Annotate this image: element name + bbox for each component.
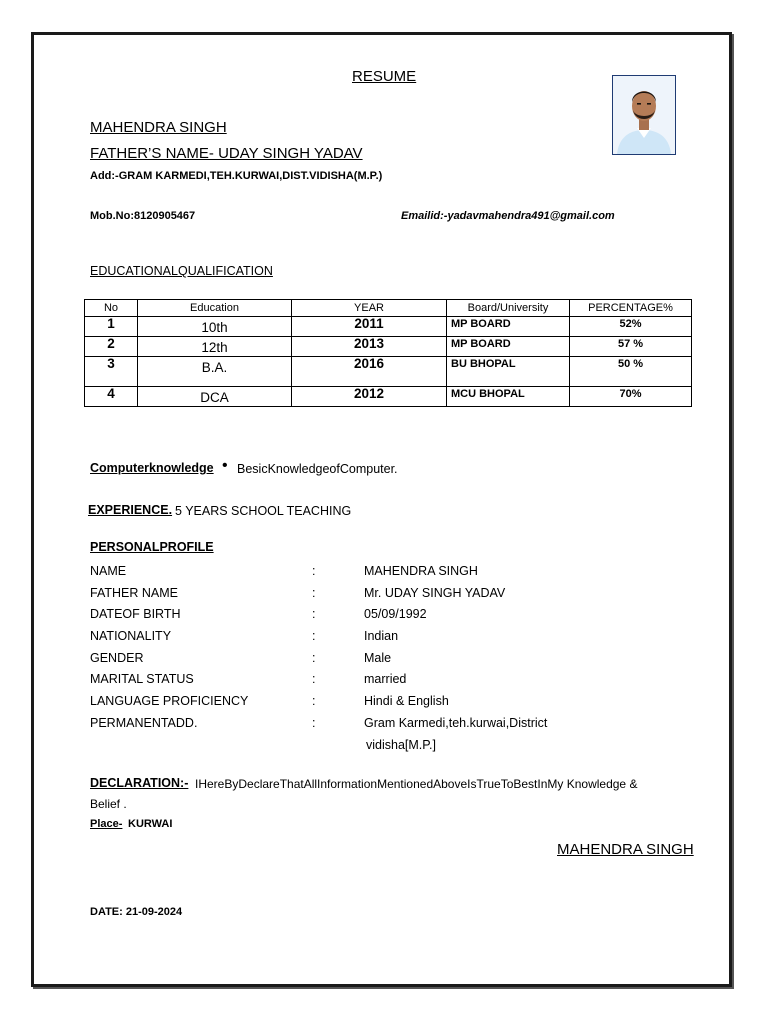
row-no: 4 (85, 387, 138, 407)
row-board: BU BHOPAL (447, 357, 570, 387)
email-address: Emailid:-yadavmahendra491@gmail.com (401, 210, 615, 222)
profile-label: MARITAL STATUS (90, 672, 194, 686)
profile-value: MAHENDRA SINGH (364, 564, 478, 578)
row-no: 2 (85, 337, 138, 357)
profile-separator: : (312, 651, 316, 665)
place-value: KURWAI (128, 818, 173, 830)
column-header-year: YEAR (292, 300, 447, 317)
row-percentage: 52% (570, 317, 692, 337)
profile-label: LANGUAGE PROFICIENCY (90, 694, 249, 708)
declaration-text: IHereByDeclareThatAllInformationMentionedAboveIsTrueToBestInMy Knowledge & (195, 777, 638, 791)
education-table (84, 299, 692, 407)
declaration-heading: DECLARATION:- (90, 776, 189, 790)
profile-value: Gram Karmedi,teh.kurwai,District (364, 716, 548, 730)
row-board: MP BOARD (447, 317, 570, 337)
computer-knowledge-text: BesicKnowledgeofComputer. (237, 462, 398, 476)
row-year: 2016 (292, 357, 447, 387)
row-board: MCU BHOPAL (447, 387, 570, 407)
profile-value-continued: vidisha[M.P.] (366, 738, 436, 752)
profile-separator: : (312, 716, 316, 730)
profile-value: Hindi & English (364, 694, 449, 708)
row-no: 3 (85, 357, 138, 387)
column-header-board: Board/University (447, 300, 570, 317)
profile-label: PERMANENTADD. (90, 716, 198, 730)
table-row (85, 387, 692, 407)
profile-separator: : (312, 672, 316, 686)
profile-separator: : (312, 564, 316, 578)
candidate-name: MAHENDRA SINGH (90, 119, 227, 136)
row-percentage: 50 % (570, 357, 692, 387)
education-heading: EDUCATIONALQUALIFICATION (90, 264, 273, 278)
profile-value: Male (364, 651, 392, 665)
mobile-number: Mob.No:8120905467 (90, 210, 196, 222)
experience-text: 5 YEARS SCHOOL TEACHING (175, 504, 352, 518)
profile-label: DATEOF BIRTH (90, 607, 181, 621)
profile-photo (612, 75, 676, 155)
profile-value: Indian (364, 629, 399, 643)
row-year: 2011 (292, 317, 447, 337)
date-line: DATE: 21-09-2024 (90, 906, 183, 918)
row-percentage: 70% (570, 387, 692, 407)
row-board: MP BOARD (447, 337, 570, 357)
profile-separator: : (312, 629, 316, 643)
row-percentage: 57 % (570, 337, 692, 357)
personal-profile-heading: PERSONALPROFILE (90, 540, 214, 554)
row-no: 1 (85, 317, 138, 337)
column-header-education: Education (138, 300, 292, 317)
experience-heading: EXPERIENCE. (88, 503, 173, 517)
table-row (85, 337, 692, 357)
profile-value: 05/09/1992 (364, 607, 427, 621)
signature-name: MAHENDRA SINGH (557, 841, 694, 858)
profile-separator: : (312, 694, 316, 708)
page-title: RESUME (352, 68, 417, 85)
profile-separator: : (312, 586, 316, 600)
profile-value: Mr. UDAY SINGH YADAV (364, 586, 506, 600)
row-education: DCA (200, 390, 229, 405)
table-row (85, 357, 692, 387)
profile-value: married (364, 672, 407, 686)
declaration-text-continued: Belief . (90, 797, 127, 811)
place-label: Place- (90, 818, 123, 830)
row-education: B.A. (201, 360, 228, 375)
profile-label: NAME (90, 564, 127, 578)
table-header-row (85, 300, 692, 317)
row-education: 10th (201, 320, 228, 335)
profile-label: FATHER NAME (90, 586, 178, 600)
row-year: 2013 (292, 337, 447, 357)
row-education: 12th (201, 340, 228, 355)
column-header-percentage: PERCENTAGE% (570, 300, 692, 317)
father-name-line: FATHER’S NAME- UDAY SINGH YADAV (90, 145, 363, 162)
bullet-icon: • (222, 457, 228, 474)
profile-separator: : (312, 607, 316, 621)
profile-label: NATIONALITY (90, 629, 172, 643)
computer-knowledge-heading: Computerknowledge (90, 461, 214, 475)
column-header-no: No (85, 300, 138, 317)
table-row (85, 317, 692, 337)
profile-label: GENDER (90, 651, 144, 665)
row-year: 2012 (292, 387, 447, 407)
address-line: Add:-GRAM KARMEDI,TEH.KURWAI,DIST.VIDISHA(M.P.) (90, 170, 383, 182)
